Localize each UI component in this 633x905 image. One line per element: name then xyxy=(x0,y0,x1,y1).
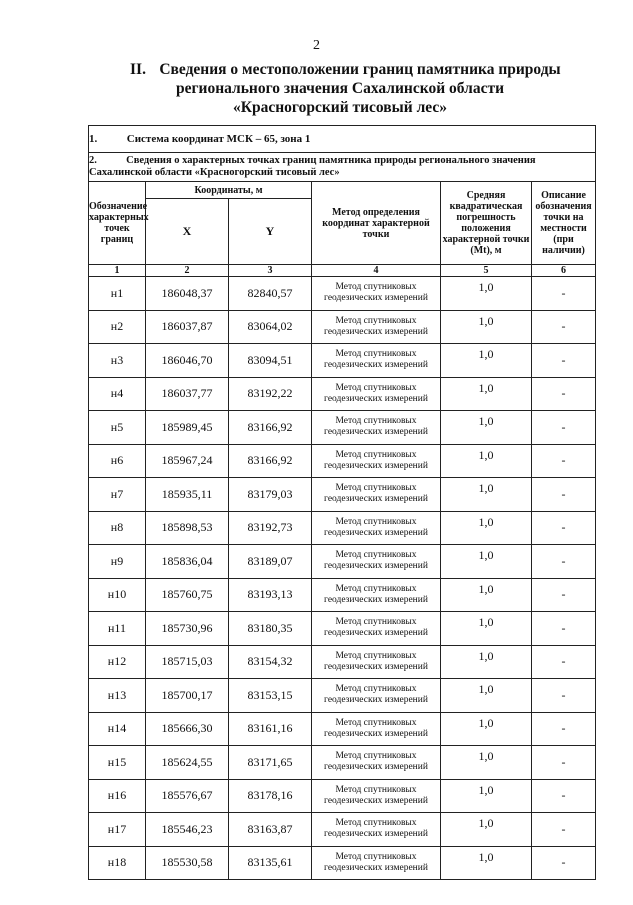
table-row xyxy=(89,310,596,344)
heading-line-1: Сведения о местоположении границ памятника природы xyxy=(159,61,561,78)
point-id: н7 xyxy=(89,478,146,512)
point-id: н10 xyxy=(89,578,146,612)
accuracy: 1,0 xyxy=(441,846,532,880)
method: Метод спутниковых геодезических измерений xyxy=(312,846,441,880)
coordinate-system-text: Система координат МСК – 65, зона 1 xyxy=(126,133,311,145)
point-id: н3 xyxy=(89,344,146,378)
accuracy: 1,0 xyxy=(441,545,532,579)
coord-y: 83192,22 xyxy=(229,377,312,411)
table-row xyxy=(89,578,596,612)
description: - xyxy=(532,377,596,411)
accuracy: 1,0 xyxy=(441,511,532,545)
column-number: 6 xyxy=(532,265,596,277)
coord-x: 185715,03 xyxy=(146,645,229,679)
description: - xyxy=(532,645,596,679)
coord-y: 83154,32 xyxy=(229,645,312,679)
accuracy: 1,0 xyxy=(441,478,532,512)
coord-x: 185760,75 xyxy=(146,578,229,612)
description: - xyxy=(532,511,596,545)
coord-y: 83163,87 xyxy=(229,813,312,847)
method: Метод спутниковых геодезических измерений xyxy=(312,779,441,813)
coord-y: 83094,51 xyxy=(229,344,312,378)
column-number: 1 xyxy=(89,265,146,277)
coord-y: 83153,15 xyxy=(229,679,312,713)
accuracy: 1,0 xyxy=(441,679,532,713)
column-numbers-row xyxy=(89,265,596,277)
accuracy: 1,0 xyxy=(441,813,532,847)
coord-y: 83180,35 xyxy=(229,612,312,646)
description: - xyxy=(532,545,596,579)
coord-y: 83166,92 xyxy=(229,411,312,445)
coord-y: 83171,65 xyxy=(229,746,312,780)
point-id: н17 xyxy=(89,813,146,847)
table-row xyxy=(89,511,596,545)
table-row xyxy=(89,277,596,311)
point-id: н16 xyxy=(89,779,146,813)
coord-y: 83178,16 xyxy=(229,779,312,813)
accuracy: 1,0 xyxy=(441,344,532,378)
coord-x: 186037,77 xyxy=(146,377,229,411)
coord-x: 185576,67 xyxy=(146,779,229,813)
table-row xyxy=(89,679,596,713)
coordinate-system-row xyxy=(89,126,596,153)
row-number: 1. xyxy=(89,133,98,145)
point-id: н18 xyxy=(89,846,146,880)
points-info-text: Сведения о характерных точках границ памятника природы регионального значения Сахалинской области «Красногорский тисовый лес» xyxy=(89,155,536,178)
method: Метод спутниковых геодезических измерений xyxy=(312,712,441,746)
heading-line-3: «Красногорский тисовый лес» xyxy=(233,99,447,116)
coord-x: 185967,24 xyxy=(146,444,229,478)
method: Метод спутниковых геодезических измерений xyxy=(312,310,441,344)
method: Метод спутниковых геодезических измерений xyxy=(312,813,441,847)
col-method-header: Метод определения координат характерной точки xyxy=(312,182,441,265)
table-row xyxy=(89,779,596,813)
method: Метод спутниковых геодезических измерений xyxy=(312,612,441,646)
col-x-header: X xyxy=(146,199,229,265)
table-row xyxy=(89,411,596,445)
table-row xyxy=(89,746,596,780)
table-row xyxy=(89,344,596,378)
coordinates-table xyxy=(88,125,596,880)
description: - xyxy=(532,746,596,780)
column-number: 5 xyxy=(441,265,532,277)
point-id: н6 xyxy=(89,444,146,478)
accuracy: 1,0 xyxy=(441,746,532,780)
accuracy: 1,0 xyxy=(441,712,532,746)
accuracy: 1,0 xyxy=(441,411,532,445)
table-row xyxy=(89,478,596,512)
coord-x: 185624,55 xyxy=(146,746,229,780)
coord-x: 185898,53 xyxy=(146,511,229,545)
coord-x: 185530,58 xyxy=(146,846,229,880)
point-id: н2 xyxy=(89,310,146,344)
point-id: н11 xyxy=(89,612,146,646)
col-designation-header: Обозначение характерных точек границ xyxy=(89,182,146,265)
point-id: н13 xyxy=(89,679,146,713)
description: - xyxy=(532,478,596,512)
method: Метод спутниковых геодезических измерений xyxy=(312,645,441,679)
coord-x: 185836,04 xyxy=(146,545,229,579)
description: - xyxy=(532,344,596,378)
description: - xyxy=(532,444,596,478)
column-number: 4 xyxy=(312,265,441,277)
description: - xyxy=(532,846,596,880)
accuracy: 1,0 xyxy=(441,444,532,478)
row-number: 2. xyxy=(89,155,97,166)
coord-y: 83161,16 xyxy=(229,712,312,746)
coord-y: 83193,13 xyxy=(229,578,312,612)
col-coordinates-header: Координаты, м xyxy=(146,182,312,199)
coord-y: 83166,92 xyxy=(229,444,312,478)
coord-y: 83064,02 xyxy=(229,310,312,344)
column-number: 2 xyxy=(146,265,229,277)
method: Метод спутниковых геодезических измерений xyxy=(312,511,441,545)
accuracy: 1,0 xyxy=(441,779,532,813)
table-row xyxy=(89,545,596,579)
coord-x: 185730,96 xyxy=(146,612,229,646)
method: Метод спутниковых геодезических измерений xyxy=(312,344,441,378)
point-id: н12 xyxy=(89,645,146,679)
col-description-header: Описание обозначения точки на местности (при наличии) xyxy=(532,182,596,265)
point-id: н5 xyxy=(89,411,146,445)
accuracy: 1,0 xyxy=(441,578,532,612)
table-row xyxy=(89,377,596,411)
coord-y: 83179,03 xyxy=(229,478,312,512)
coord-y: 83135,61 xyxy=(229,846,312,880)
accuracy: 1,0 xyxy=(441,377,532,411)
col-accuracy-header: Средняя квадратическая погрешность положения характерной точки (Mt), м xyxy=(441,182,532,265)
heading-line-2: регионального значения Сахалинской области xyxy=(176,80,504,97)
table-row xyxy=(89,444,596,478)
description: - xyxy=(532,679,596,713)
coord-y: 83192,73 xyxy=(229,511,312,545)
coord-x: 186048,37 xyxy=(146,277,229,311)
method: Метод спутниковых геодезических измерений xyxy=(312,545,441,579)
description: - xyxy=(532,712,596,746)
section-number: II. xyxy=(130,61,146,78)
accuracy: 1,0 xyxy=(441,645,532,679)
coord-x: 185935,11 xyxy=(146,478,229,512)
col-y-header: Y xyxy=(229,199,312,265)
table-row xyxy=(89,645,596,679)
point-id: н1 xyxy=(89,277,146,311)
description: - xyxy=(532,779,596,813)
section-heading xyxy=(80,60,600,117)
description: - xyxy=(532,310,596,344)
page-number: 2 xyxy=(313,38,320,53)
points-info-row xyxy=(89,153,596,182)
table-row xyxy=(89,846,596,880)
method: Метод спутниковых геодезических измерений xyxy=(312,578,441,612)
coord-x: 185700,17 xyxy=(146,679,229,713)
method: Метод спутниковых геодезических измерений xyxy=(312,377,441,411)
accuracy: 1,0 xyxy=(441,310,532,344)
coord-x: 186046,70 xyxy=(146,344,229,378)
description: - xyxy=(532,411,596,445)
method: Метод спутниковых геодезических измерений xyxy=(312,478,441,512)
method: Метод спутниковых геодезических измерений xyxy=(312,746,441,780)
coord-x: 185546,23 xyxy=(146,813,229,847)
coord-x: 185989,45 xyxy=(146,411,229,445)
point-id: н9 xyxy=(89,545,146,579)
method: Метод спутниковых геодезических измерений xyxy=(312,411,441,445)
description: - xyxy=(532,578,596,612)
table-row xyxy=(89,813,596,847)
description: - xyxy=(532,277,596,311)
point-id: н8 xyxy=(89,511,146,545)
description: - xyxy=(532,612,596,646)
description: - xyxy=(532,813,596,847)
coord-y: 82840,57 xyxy=(229,277,312,311)
table-row xyxy=(89,612,596,646)
accuracy: 1,0 xyxy=(441,277,532,311)
method: Метод спутниковых геодезических измерений xyxy=(312,277,441,311)
point-id: н15 xyxy=(89,746,146,780)
point-id: н4 xyxy=(89,377,146,411)
table-row xyxy=(89,712,596,746)
coord-x: 186037,87 xyxy=(146,310,229,344)
header-row-top xyxy=(89,182,596,199)
method: Метод спутниковых геодезических измерений xyxy=(312,679,441,713)
accuracy: 1,0 xyxy=(441,612,532,646)
coord-y: 83189,07 xyxy=(229,545,312,579)
column-number: 3 xyxy=(229,265,312,277)
method: Метод спутниковых геодезических измерений xyxy=(312,444,441,478)
coord-x: 185666,30 xyxy=(146,712,229,746)
point-id: н14 xyxy=(89,712,146,746)
